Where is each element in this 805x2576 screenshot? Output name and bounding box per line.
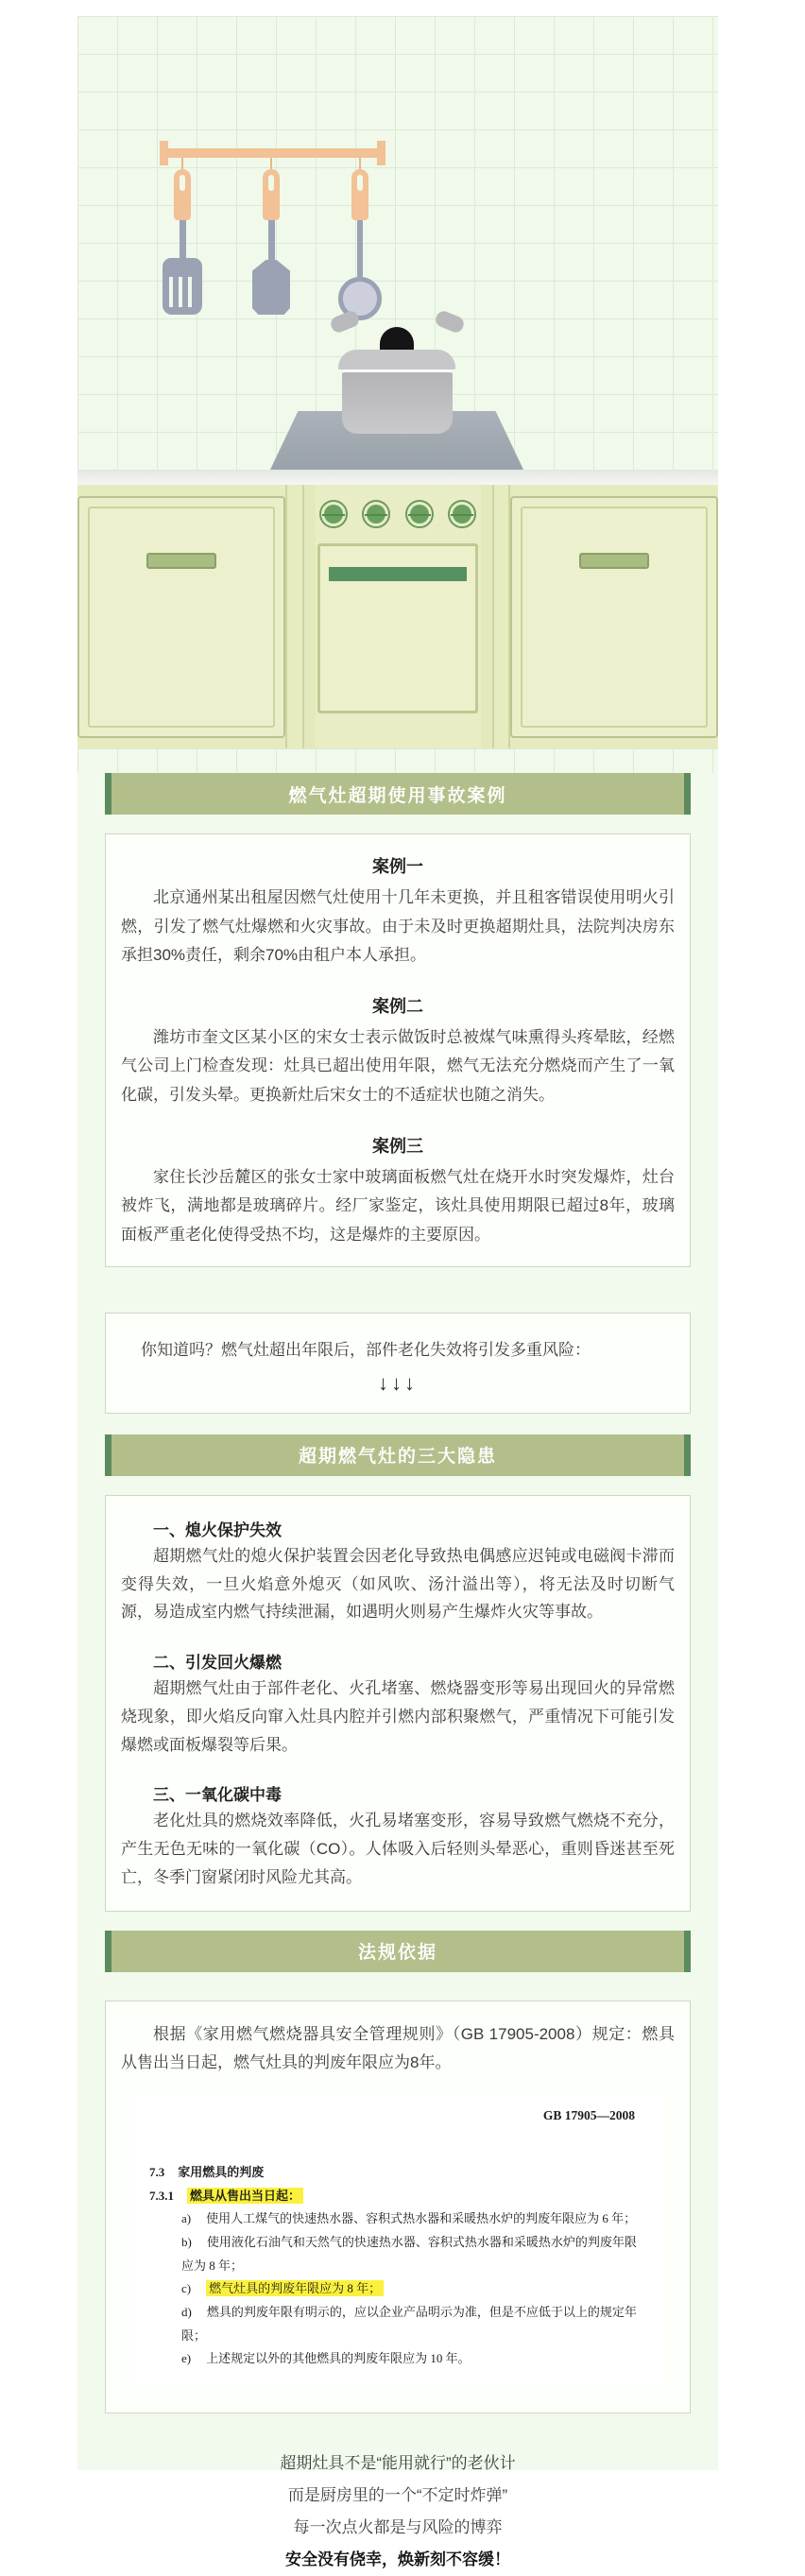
case-body: 潍坊市奎文区某小区的宋女士表示做饭时总被煤气味熏得头疼晕眩，经燃气公司上门检查发现：灶具已超出使用年限，燃气无法充分燃烧而产生了一氧化碳，引发头晕。更换新灶后宋女士的不适症状也随之消失。 [121, 1027, 675, 1104]
kitchen-cabinets [77, 485, 718, 748]
oven-knob-row [316, 485, 481, 528]
section-banner-cases [105, 773, 691, 815]
standard-number: GB 17905—2008 [542, 2107, 635, 2122]
oven-door [317, 543, 478, 713]
case-block-1 [121, 853, 675, 970]
oven-knob [448, 500, 476, 528]
cases-card [105, 833, 691, 1267]
utensil-shaft [268, 220, 275, 260]
section-banner-hazards [105, 1434, 691, 1476]
oven-unit [304, 485, 492, 748]
regulation-intro: 根据《家用燃气燃烧器具安全管理规则》（GB 17905-2008）规定：燃具从售出当日起，燃气灶具的判废年限应为8年。 [121, 2024, 675, 2072]
case-body: 北京通州某出租屋因燃气灶使用十几年未更换，并且租客错误使用明火引燃，引发了燃气灶爆燃和火灾事故。由于未及时更换超期灶具，法院判决房东承担30%责任，剩余70%由租户本人承担。 [121, 888, 675, 965]
regulation-document-excerpt [130, 2091, 665, 2388]
pot-handle-left [328, 309, 360, 335]
section-title: 家用燃具的判废 [178, 2164, 265, 2179]
tile-wall [77, 16, 718, 470]
footer-message [77, 2447, 718, 2576]
footer-line-3: 每一次点火都是与风险的博弈 [293, 2518, 503, 2537]
hazard-body: 老化灶具的燃烧效率降低，火孔易堵塞变形，容易导致燃气燃烧不充分，产生无色无味的一氧化碳（CO）。人体吸入后轻则头晕恶心，重则昏迷甚至死亡，冬季门窗紧闭时风险尤其高。 [121, 1812, 675, 1886]
pot-lid [338, 350, 455, 369]
footer-line-1: 超期灶具不是“能用就行”的老伙计 [280, 2454, 516, 2473]
utensil-rail [163, 148, 383, 158]
case-block-2 [121, 993, 675, 1110]
hazard-body: 超期燃气灶的熄火保护装置会因老化导致热电偶感应迟钝或电磁阀卡滞而变得失效，一旦火焰意外熄灭（如风吹、汤汁溢出等），将无法及时切断气源，易造成室内燃气持续泄漏，如遇明火则易产生爆炸火灾等事故。 [121, 1546, 675, 1622]
clause-item-b: b) 使用液化石油气和天然气的快速热水器、容积式热水器和采暖热水炉的判废年限应为 8 年； [181, 2234, 637, 2273]
door-handle [579, 553, 649, 569]
doc-section-line [149, 2161, 646, 2185]
clause-item-d: d) 燃具的判废年限有明示的，应以企业产品明示为准，但是不应低于以上的规定年限； [181, 2305, 637, 2343]
clause-item-e: e) 上述规定以外的其他燃具的判废年限应为 10 年。 [181, 2351, 471, 2366]
hazard-block-1 [121, 1517, 675, 1626]
tip-text: 你知道吗？燃气灶超出年限后，部件老化失效将引发多重风险： [141, 1341, 591, 1360]
footer-line-2: 而是厨房里的一个“不定时炸弹” [287, 2486, 508, 2505]
banner-title: 法规依据 [357, 1943, 437, 1964]
slotted-spatula-head [163, 258, 202, 315]
cabinet-frame [492, 485, 511, 748]
regulation-card [105, 2001, 691, 2413]
flat-spatula-head [252, 260, 290, 315]
hazard-title: 一、熄火保护失效 [153, 1520, 282, 1539]
utensil-shaft [357, 220, 363, 277]
cabinet-frame [285, 485, 304, 748]
pot-lid-knob [380, 327, 414, 352]
down-arrows: ↓↓↓ [378, 1370, 418, 1395]
hook-line [270, 158, 272, 169]
hazards-card [105, 1495, 691, 1912]
case-title: 案例二 [372, 996, 423, 1016]
hook-line [181, 158, 183, 169]
doc-clause-line [149, 2185, 646, 2208]
utensil-handle [351, 169, 368, 220]
pot-handle-right [433, 309, 465, 335]
hazard-block-3 [121, 1781, 675, 1891]
slotted-spatula-icon [163, 158, 202, 315]
banner-title: 超期燃气灶的三大隐患 [298, 1447, 497, 1468]
pot-body [342, 369, 453, 434]
hazard-block-2 [121, 1649, 675, 1759]
article-content-column [77, 16, 718, 2569]
section-number: 7.3 [149, 2164, 165, 2179]
cabinet-left-door [77, 496, 285, 738]
case-body: 家住长沙岳麓区的张女士家中玻璃面板燃气灶在烧开水时突发爆炸，灶台被炸飞，满地都是玻璃碎片。经厂家鉴定，该灶具使用期限已超过8年，玻璃面板严重老化使得受热不均，这是爆炸的主要原因。 [121, 1167, 675, 1244]
case-block-3 [121, 1133, 675, 1250]
case-title: 案例一 [372, 857, 423, 876]
oven-handle-bar [329, 567, 467, 581]
oven-knob [405, 500, 434, 528]
section-banner-regulation [105, 1931, 691, 1972]
utensil-handle [174, 169, 191, 220]
case-title: 案例三 [372, 1136, 423, 1156]
hazard-title: 二、引发回火爆燃 [153, 1654, 282, 1673]
door-handle [146, 553, 216, 569]
oven-knob [319, 500, 348, 528]
hazard-title: 三、一氧化碳中毒 [153, 1786, 282, 1805]
door-panel [521, 507, 708, 728]
utensil-handle [263, 169, 280, 220]
hook-line [359, 158, 361, 169]
hazard-body: 超期燃气灶由于部件老化、火孔堵塞、燃烧器变形等易出现回火的异常燃烧现象，即火焰反向窜入灶具内腔并引燃内部积聚燃气，严重情况下可能引发爆燃或面板爆裂等后果。 [121, 1679, 675, 1754]
clause-item-c: c) 燃气灶具的判废年限应为 8 年； [181, 2277, 646, 2301]
highlighted-clause: 燃具从售出当日起： [187, 2188, 303, 2204]
countertop [77, 470, 718, 485]
tip-card [105, 1313, 691, 1414]
footer-line-bold: 安全没有侥幸，焕新刻不容缓！ [285, 2550, 510, 2569]
clause-item-list [149, 2207, 646, 2371]
clause-number: 7.3.1 [149, 2188, 174, 2203]
ladle-icon [338, 158, 382, 320]
cabinet-right-door [510, 496, 718, 738]
oven-knob [362, 500, 390, 528]
tile-strip [77, 748, 718, 773]
cooking-pot-icon [333, 327, 461, 434]
clause-item-a: a) 使用人工煤气的快速热水器、容积式热水器和采暖热水炉的判废年限应为 6 年； [181, 2211, 637, 2226]
flat-spatula-icon [252, 158, 290, 315]
door-panel [88, 507, 275, 728]
utensil-shaft [180, 220, 186, 258]
highlighted-clause: 燃气灶具的判废年限应为 8 年； [206, 2280, 384, 2296]
kitchen-illustration [77, 16, 718, 773]
banner-title: 燃气灶超期使用事故案例 [288, 785, 507, 806]
